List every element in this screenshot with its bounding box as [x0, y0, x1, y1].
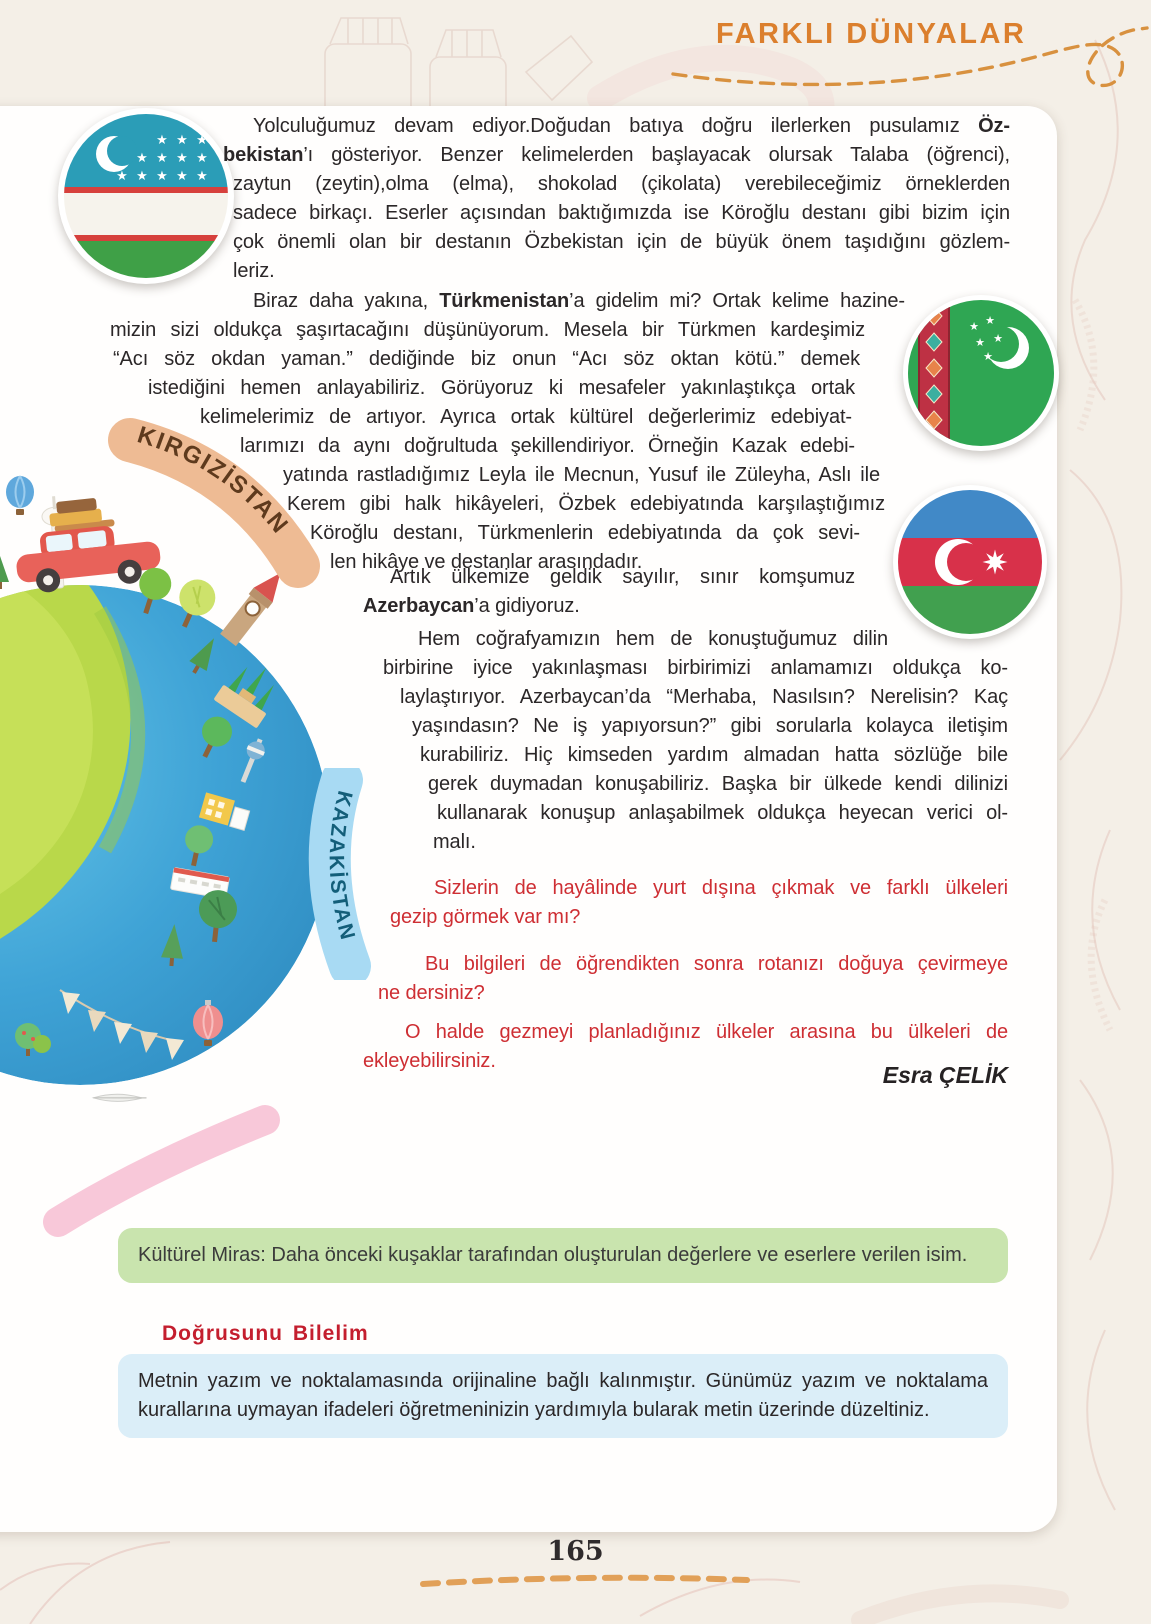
paragraph-2-line: istediğini hemen anlayabiliriz. Görüyoruz ki mesafeler yakınlaştıkça ortak: [148, 377, 855, 399]
page-title: FARKLI DÜNYALAR: [716, 18, 1027, 50]
paragraph-4-line: yaşındasın? Ne iş yapıyorsun?” gibi sorularla kolayca iletişim: [412, 715, 1008, 737]
kirgizistan-label-text: KIRGIZİSTAN: [134, 421, 295, 540]
dogrusunu-bilelim-heading: Doğrusunu Bilelim: [162, 1322, 369, 1345]
svg-text:★: ★: [176, 151, 188, 166]
azerbaijan-flag: [893, 485, 1047, 639]
red-question-line: O halde gezmeyi planladığınız ülkeler arasına bu ülkeleri de: [405, 1021, 1008, 1043]
paragraph-2-line: larımızı da aynı doğrultuda şekillendiriyor. Örneğin Kazak edebi-: [240, 435, 855, 457]
svg-text:★: ★: [156, 151, 168, 166]
paragraph-2-line: kelimelerimiz de artıyor. Ayrıca ortak kültürel değerlerimiz edebiyat-: [200, 406, 852, 428]
svg-text:★: ★: [196, 151, 208, 166]
svg-text:★: ★: [969, 320, 979, 333]
editor-note-box: Metnin yazım ve noktalamasında orijinaline bağlı kalınmıştır. Günümüz yazım ve noktalama kurallarına uymayan ifadeleri öğretmeninizin yardımıyla bularak metin üzerinde düzeltiniz.: [118, 1354, 1008, 1438]
cultural-heritage-definition-box: Kültürel Miras: Daha önceki kuşaklar tarafından oluşturulan değerlere ve eserlere verilen isim.: [118, 1228, 1008, 1283]
svg-text:★: ★: [136, 169, 148, 184]
svg-text:★: ★: [196, 133, 208, 148]
paragraph-text: Biraz daha yakına,: [253, 290, 440, 312]
paragraph-1-line: çok önemli olan bir destanın Özbekistan için de büyük önem taşıdığını gözlem-: [233, 231, 1010, 253]
bold-country-name: Öz-: [978, 115, 1010, 137]
svg-text:★: ★: [975, 336, 985, 349]
footer-dashed-line: [415, 1568, 755, 1594]
uzbekistan-flag: [58, 108, 234, 284]
svg-text:★: ★: [985, 314, 995, 327]
paragraph-3-line: Artık ülkemize geldik sayılır, sınır komşumuz: [390, 566, 855, 588]
page-number: 165: [547, 1536, 604, 1567]
svg-text:★: ★: [116, 169, 128, 184]
paragraph-2-line: Köroğlu destanı, Türkmenlerin edebiyatında da çok sevi-: [310, 522, 860, 544]
paragraph-text: ’ı gösteriyor. Benzer kelimelerden başlayacak olursak Talaba (öğrenci),: [303, 144, 1010, 166]
svg-text:★: ★: [176, 169, 188, 184]
paragraph-2-line: “Acı söz okdan yaman.” dediğinde biz onun “Acı söz oktan kötü.” demek: [113, 348, 860, 370]
header-dashed-line: [655, 6, 1151, 118]
paragraph-text: Yolculuğumuz devam ediyor.Doğudan batıya doğru ilerlerken pusulamız: [253, 115, 979, 137]
svg-text:★: ★: [156, 169, 168, 184]
paragraph-2-line: [253, 287, 905, 316]
paragraph-4-line: laylaştırıyor. Azerbaycan’da “Merhaba, Nasılsın? Nerelisin? Kaç: [400, 686, 1008, 708]
feather-sketch: [93, 1087, 146, 1109]
paragraph-4-line: birbirine iyice yakınlaşması birbirimizi anlamamızı oldukça ko-: [383, 657, 1008, 679]
svg-text:★: ★: [196, 169, 208, 184]
paragraph-2-line: len hikâye ve destanlar arasındadır.: [330, 551, 643, 573]
turkmenistan-flag: [903, 295, 1059, 451]
paragraph-2-line: yatında rastladığımız Leyla ile Mecnun, Yusuf ile Züleyha, Aslı ile: [283, 464, 880, 486]
tree-small: [0, 556, 9, 589]
paragraph-4-line: kullanarak konuşup anlaşabilmek oldukça heyecan verici ol-: [437, 802, 1008, 824]
kazakistan-label-text: KAZAKİSTAN: [324, 788, 360, 944]
svg-text:★: ★: [176, 133, 188, 148]
author-name: Esra ÇELİK: [882, 1062, 1008, 1088]
red-question-line: gezip görmek var mı?: [390, 906, 581, 928]
svg-text:★: ★: [136, 151, 148, 166]
paragraph-1-line: leriz.: [233, 260, 275, 282]
paragraph-4-line: gerek duymadan konuşabiliriz. Başka bir ülkede kendi dilinizi: [428, 773, 1008, 795]
paragraph-text: ’a gidelim mi? Ortak kelime hazine-: [569, 290, 905, 312]
hot-air-balloon-blue: [6, 476, 34, 515]
paragraph-1-line: sadece birkaçı. Eserler açısından baktığımızda ise Köroğlu destanı gibi bizim için: [233, 202, 1010, 224]
bold-country-name: bekistan: [223, 144, 304, 166]
paragraph-text: ’a gidiyoruz.: [474, 595, 580, 617]
background-sketch-right: [1050, 0, 1151, 1624]
pink-brush-stroke: [30, 1070, 290, 1240]
bold-country-name: Azerbaycan: [363, 595, 475, 617]
paragraph-1-line: [223, 141, 1010, 170]
paragraph-3-line: [363, 592, 663, 621]
red-question-line: ekleyebilirsiniz.: [363, 1050, 496, 1072]
paragraph-4-line: Hem coğrafyamızın hem de konuştuğumuz dilin: [418, 628, 888, 650]
red-question-line: Bu bilgileri de öğrendikten sonra rotanızı doğuya çevirmeye: [425, 953, 1008, 975]
red-question-line: ne dersiniz?: [378, 982, 485, 1004]
paragraph-1-line: [253, 112, 1010, 141]
paragraph-1-line: zaytun (zeytin),olma (elma), shokolad (çikolata) verebileceğimiz örneklerden: [233, 173, 1010, 195]
bold-country-name: Türkmenistan: [439, 290, 570, 312]
paragraph-4-line: malı.: [433, 831, 476, 853]
kazakistan-label: [296, 768, 388, 980]
red-question-line: Sizlerin de hayâlinde yurt dışına çıkmak ve farklı ülkeleri: [434, 877, 1008, 899]
svg-text:★: ★: [993, 332, 1003, 345]
svg-text:★: ★: [156, 133, 168, 148]
paragraph-2-line: Kerem gibi halk hikâyeleri, Özbek edebiyatında karşılaştığımız: [287, 493, 885, 515]
paragraph-2-line: mizin sizi oldukça şaşırtacağını düşünüyorum. Mesela bir Türkmen kardeşimiz: [110, 319, 865, 341]
svg-text:★: ★: [983, 350, 993, 363]
paragraph-4-line: kurabiliriz. Hiç kimseden yardım almadan hatta sözlüğe bile: [420, 744, 1008, 766]
